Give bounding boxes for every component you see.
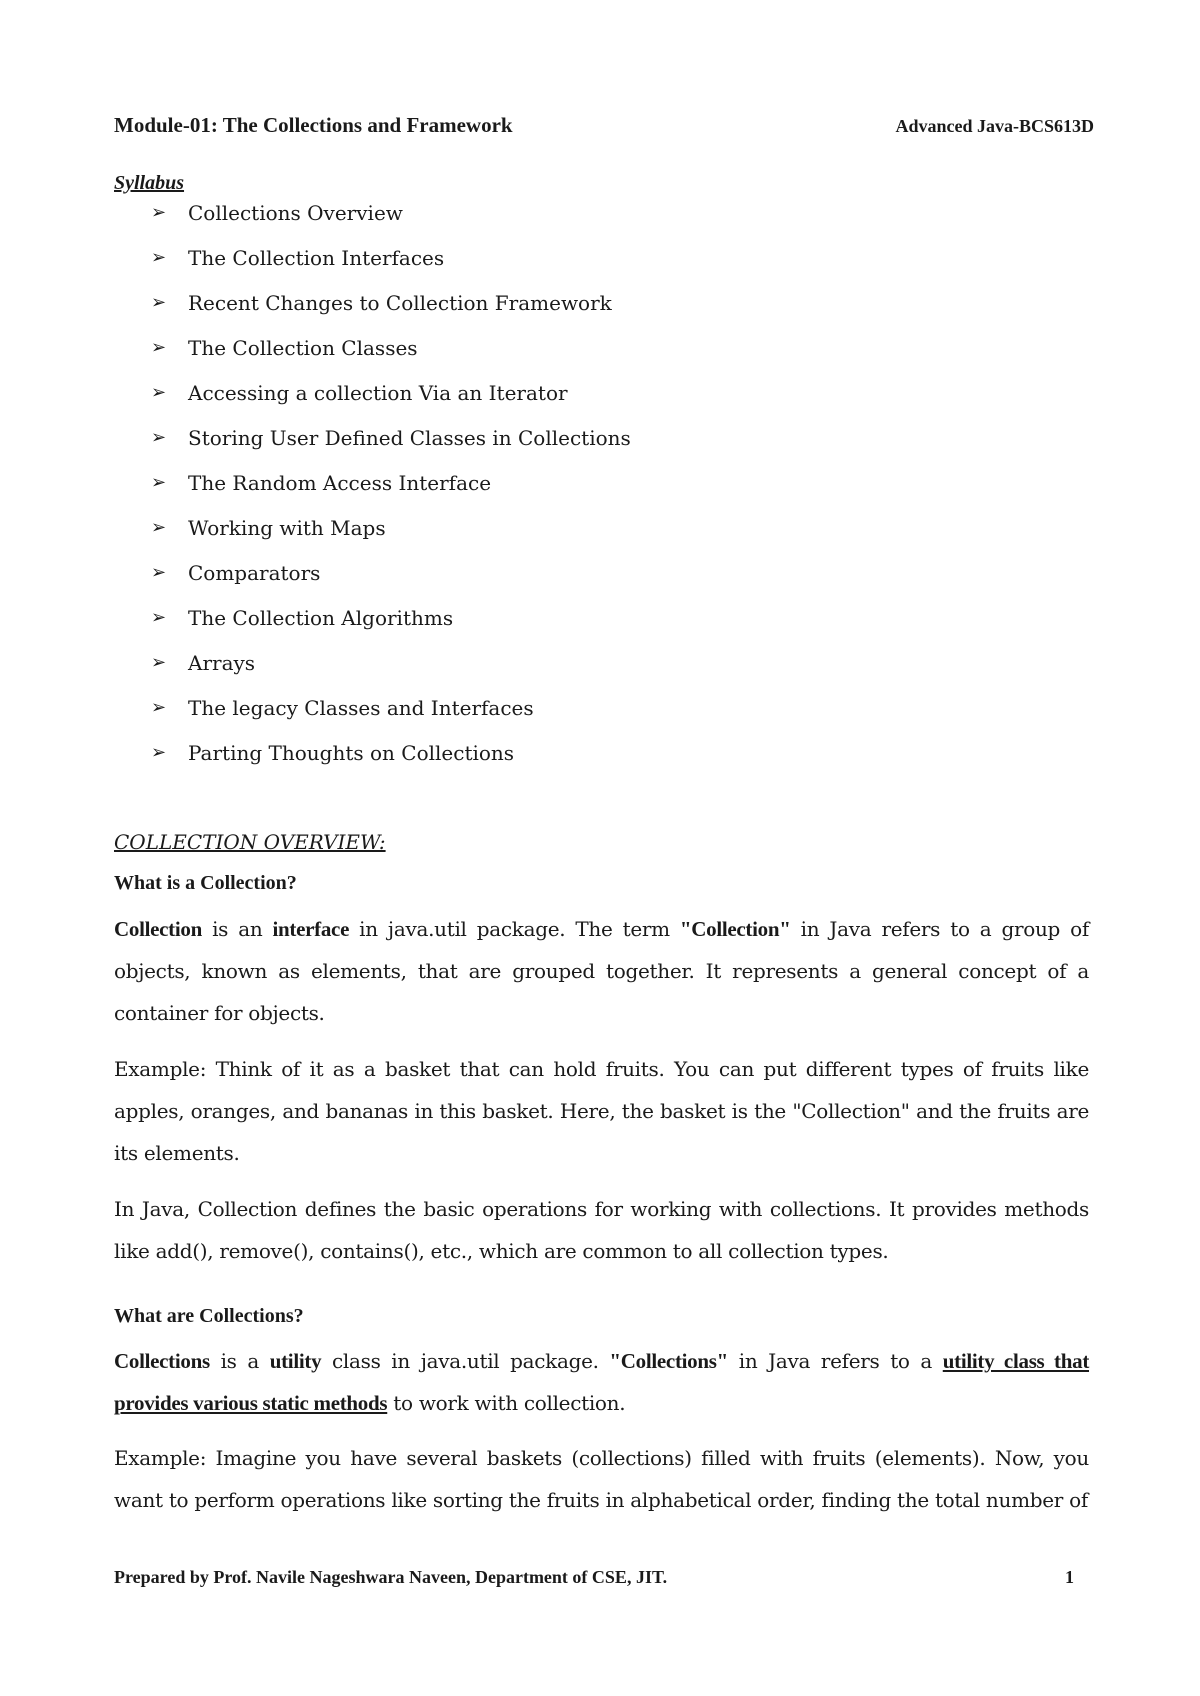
list-item: ➢ Accessing a collection Via an Iterator (151, 381, 568, 405)
list-item: ➢ The Collection Interfaces (151, 246, 445, 270)
module-title: Module-01: The Collections and Framework (114, 113, 513, 137)
list-item: ➢ Arrays (151, 651, 256, 675)
syllabus-heading: Syllabus (114, 172, 185, 194)
page-header (114, 113, 1094, 143)
paragraph: Collections is a utility class in java.util package. "Collections" in Java refers to a utility class that provides various static methods to work with collection. (114, 1349, 1090, 1415)
arrowhead-bullet-icon: ➢ (151, 697, 167, 718)
page-number: 1 (1065, 1567, 1074, 1587)
paragraph: Example: Imagine you have several baskets (collections) filled with fruits (elements). Now, you want to perform operations like sorting the fruits in alphabetical order, finding the total number of (114, 1446, 1089, 1512)
paragraph: Example: Think of it as a basket that can hold fruits. You can put different types of fruits like apples, oranges, and bananas in this basket. Here, the basket is the "Collection" and the fruits are its elements. (114, 1057, 1089, 1165)
question-heading: What is a Collection? (114, 872, 297, 894)
arrowhead-bullet-icon: ➢ (151, 247, 167, 268)
arrowhead-bullet-icon: ➢ (151, 292, 167, 313)
list-item: ➢ The legacy Classes and Interfaces (151, 696, 534, 720)
list-item: ➢ Recent Changes to Collection Framework (151, 291, 612, 315)
section-heading: COLLECTION OVERVIEW: (114, 830, 386, 854)
list-item: ➢ Comparators (151, 561, 321, 585)
list-item: ➢ Working with Maps (151, 516, 386, 540)
arrowhead-bullet-icon: ➢ (151, 742, 167, 763)
arrowhead-bullet-icon: ➢ (151, 337, 167, 358)
page-footer (114, 1567, 1074, 1595)
list-item: ➢ The Random Access Interface (151, 471, 492, 495)
prepared-by: Prepared by Prof. Navile Nageshwara Naveen, Department of CSE, JIT. (114, 1567, 668, 1587)
arrowhead-bullet-icon: ➢ (151, 202, 167, 223)
syllabus-list (151, 200, 631, 785)
list-item: ➢ Storing User Defined Classes in Collections (151, 426, 631, 450)
list-item: ➢ Collections Overview (151, 201, 403, 225)
arrowhead-bullet-icon: ➢ (151, 382, 167, 403)
arrowhead-bullet-icon: ➢ (151, 472, 167, 493)
arrowhead-bullet-icon: ➢ (151, 652, 167, 673)
paragraph: Collection is an interface in java.util package. The term "Collection" in Java refers to a group of objects, known as elements, that are grouped together. It represents a general concept of a container for objects. (114, 917, 1089, 1025)
course-code: Advanced Java-BCS613D (895, 116, 1094, 136)
list-item: ➢ The Collection Classes (151, 336, 418, 360)
list-item: ➢ The Collection Algorithms (151, 606, 454, 630)
question-heading: What are Collections? (114, 1305, 304, 1327)
arrowhead-bullet-icon: ➢ (151, 607, 167, 628)
list-item: ➢ Parting Thoughts on Collections (151, 741, 515, 765)
arrowhead-bullet-icon: ➢ (151, 427, 167, 448)
paragraph: In Java, Collection defines the basic operations for working with collections. It provides methods like add(), remove(), contains(), etc., which are common to all collection types. (114, 1197, 1089, 1263)
arrowhead-bullet-icon: ➢ (151, 517, 167, 538)
arrowhead-bullet-icon: ➢ (151, 562, 167, 583)
